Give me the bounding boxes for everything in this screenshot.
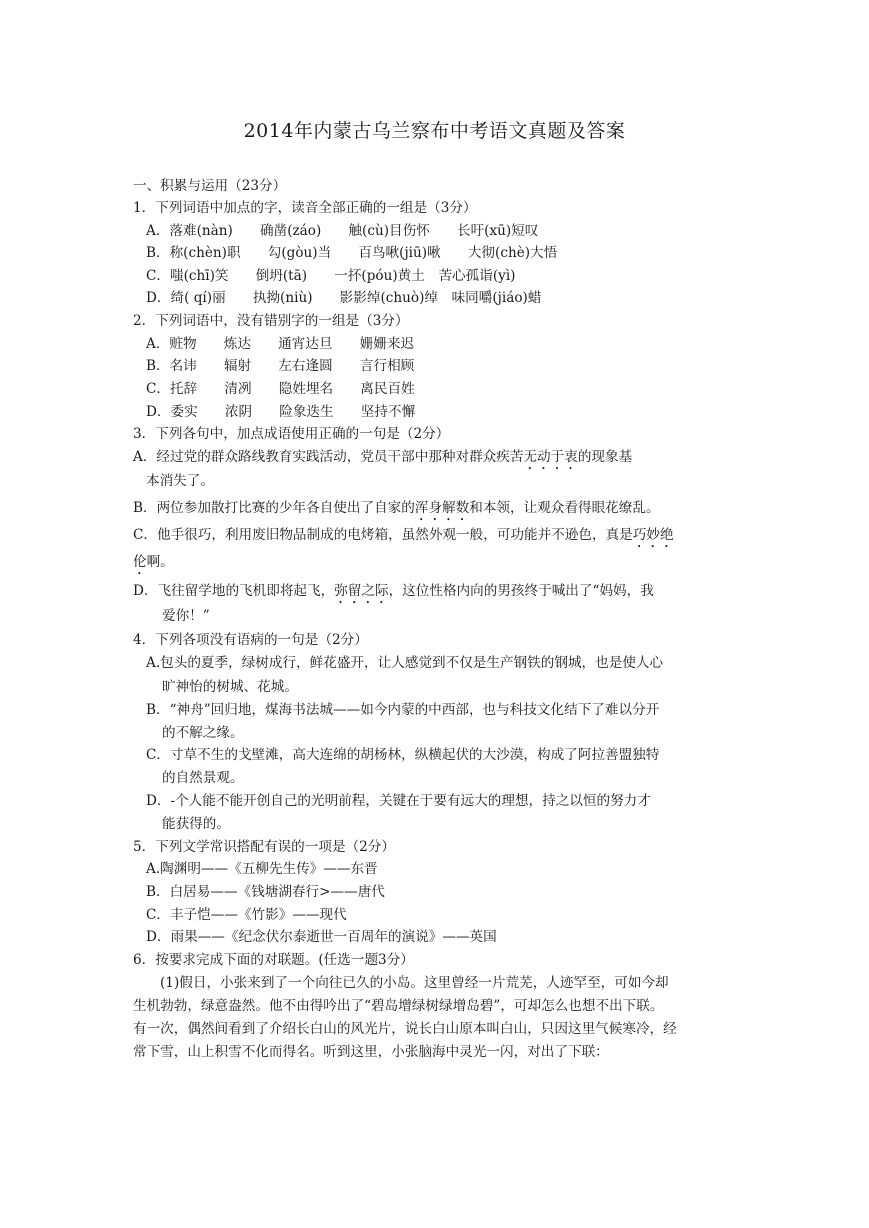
question-1-option-c: C．嗤(chī)笑 倒坍(tā) 一抔(póu)黄土 苦心孤诣(yì)	[146, 268, 516, 284]
question-3-option-a-line2: 本消失了。	[146, 473, 214, 489]
question-3-option-a-line1	[133, 448, 632, 473]
question-3-option-c-line2	[133, 553, 174, 578]
question-3-option-b	[133, 499, 660, 524]
question-2-stem: 2．下列词语中，没有错别字的一组是（3分）	[133, 313, 409, 329]
question-4-option-c-line2: 的自然景观。	[162, 770, 244, 786]
question-5-option-b: B．白居易——《钱塘湖春行>——唐代	[146, 884, 385, 900]
text-run: 和本领，让观众看得眼花缭乱。	[469, 500, 660, 516]
dotted-idiom: 弥留之际	[334, 583, 389, 599]
question-4-option-a-line1: A.包头的夏季，绿树成行，鲜花盛开，让人感觉到不仅是生产钢铁的钢城，也是使人心	[146, 655, 664, 671]
question-3-option-c-line1	[133, 526, 674, 551]
question-3-option-d-line1	[133, 582, 654, 607]
dotted-idiom: 无动于衷	[523, 449, 578, 465]
question-4-option-d-line2: 能获得的。	[162, 816, 230, 832]
question-1-option-d: D．绮( qí)丽 执拗(niù) 影影绰(chuò)绰 味同嚼(jiáo)蜡	[146, 290, 542, 306]
question-6-stem: 6．按要求完成下面的对联题。(任选一题3分）	[133, 952, 414, 968]
question-4-stem: 4．下列各项没有语病的一句是（2分）	[133, 632, 368, 648]
question-5-stem: 5．下列文学常识搭配有误的一项是（2分）	[133, 839, 395, 855]
question-5-option-d: D．雨果——《纪念伏尔泰逝世一百周年的演说》——英国	[146, 929, 497, 945]
question-4-option-c-line1: C．寸草不生的戈壁滩，高大连绵的胡杨林，纵横起伏的大沙漠，构成了阿拉善盟独特	[146, 747, 660, 763]
question-5-option-a: A.陶渊明——《五柳先生传》——东晋	[146, 861, 378, 877]
question-1-option-a: A．落难(nàn) 确凿(záo) 触(cù)目伤怀 长吁(xū)短叹	[146, 223, 539, 239]
dotted-idiom: 伦	[133, 554, 147, 570]
dotted-idiom: 巧妙绝	[632, 527, 674, 543]
question-1-stem: 1．下列词语中加点的字，读音全部正确的一组是（3分）	[133, 200, 477, 216]
text-run: B．两位参加散打比赛的少年各自使出了自家的	[133, 500, 415, 516]
question-3-option-d-line2: 爱你！”	[162, 608, 210, 624]
question-2-option-a: A．赃物 炼达 通宵达旦 姗姗来迟	[146, 336, 415, 352]
question-4-option-d-line1: D．-个人能不能开创自己的光明前程，关键在于要有远大的理想，持之以恒的努力才	[146, 793, 651, 809]
text-run: D．飞往留学地的飞机即将起飞，	[133, 583, 335, 599]
question-2-option-c: C．托辞 清冽 隐姓埋名 离民百姓	[146, 381, 415, 397]
text-run: ，这位性格内向的男孩终于喊出了“妈妈，我	[388, 583, 654, 599]
question-3-stem: 3．下列各句中，加点成语使用正确的一句是（2分）	[133, 426, 450, 442]
question-1-option-b: B．称(chèn)职 勾(gòu)当 百鸟啾(jiū)啾 大彻(chè)大悟	[146, 245, 558, 261]
question-4-option-b-line1: B．“神舟”回归地，煤海书法城——如今内蒙的中西部，也与科技文化结下了难以分开	[146, 702, 660, 718]
question-6-paragraph-line: 生机勃勃，绿意盎然。他不由得吟出了“碧岛增绿树绿增岛碧”，可却怎么也想不出下联。	[133, 998, 664, 1014]
question-4-option-b-line2: 的不解之缘。	[162, 725, 244, 741]
question-6-paragraph-line: 有一次，偶然间看到了介绍长白山的风光片，说长白山原本叫白山，只因这里气候寒冷，经	[133, 1021, 677, 1037]
question-2-option-b: B．名讳 辐射 左右逢圆 言行相顾	[146, 358, 415, 374]
text-run: A．经过党的群众路线教育实践活动，党员干部中那种对群众疾苦	[133, 449, 524, 465]
question-6-paragraph-line: (1)假日，小张来到了一个向往已久的小岛。这里曾经一片荒芜，人迹罕至，可如今却	[160, 975, 669, 991]
section-heading: 一、积累与运用（23分）	[133, 178, 287, 194]
question-4-option-a-line2: 旷神怡的树城、花城。	[162, 679, 298, 695]
question-2-option-d: D．委实 浓阴 险象迭生 坚持不懈	[146, 404, 416, 420]
text-run: 的现象基	[577, 449, 633, 465]
dotted-idiom: 浑身解数	[414, 500, 470, 516]
document-title: 2014年内蒙古乌兰察布中考语文真题及答案	[243, 120, 626, 142]
question-5-option-c: C．丰子恺——《竹影》——现代	[146, 907, 347, 923]
text-run: 啊。	[146, 554, 174, 570]
text-run: C．他手很巧，利用废旧物品制成的电烤箱，虽然外观一般，可功能并不逊色，真是	[133, 527, 633, 543]
question-6-paragraph-line: 常下雪，山上积雪不化而得名。听到这里，小张脑海中灵光一闪，对出了下联：	[133, 1044, 609, 1060]
